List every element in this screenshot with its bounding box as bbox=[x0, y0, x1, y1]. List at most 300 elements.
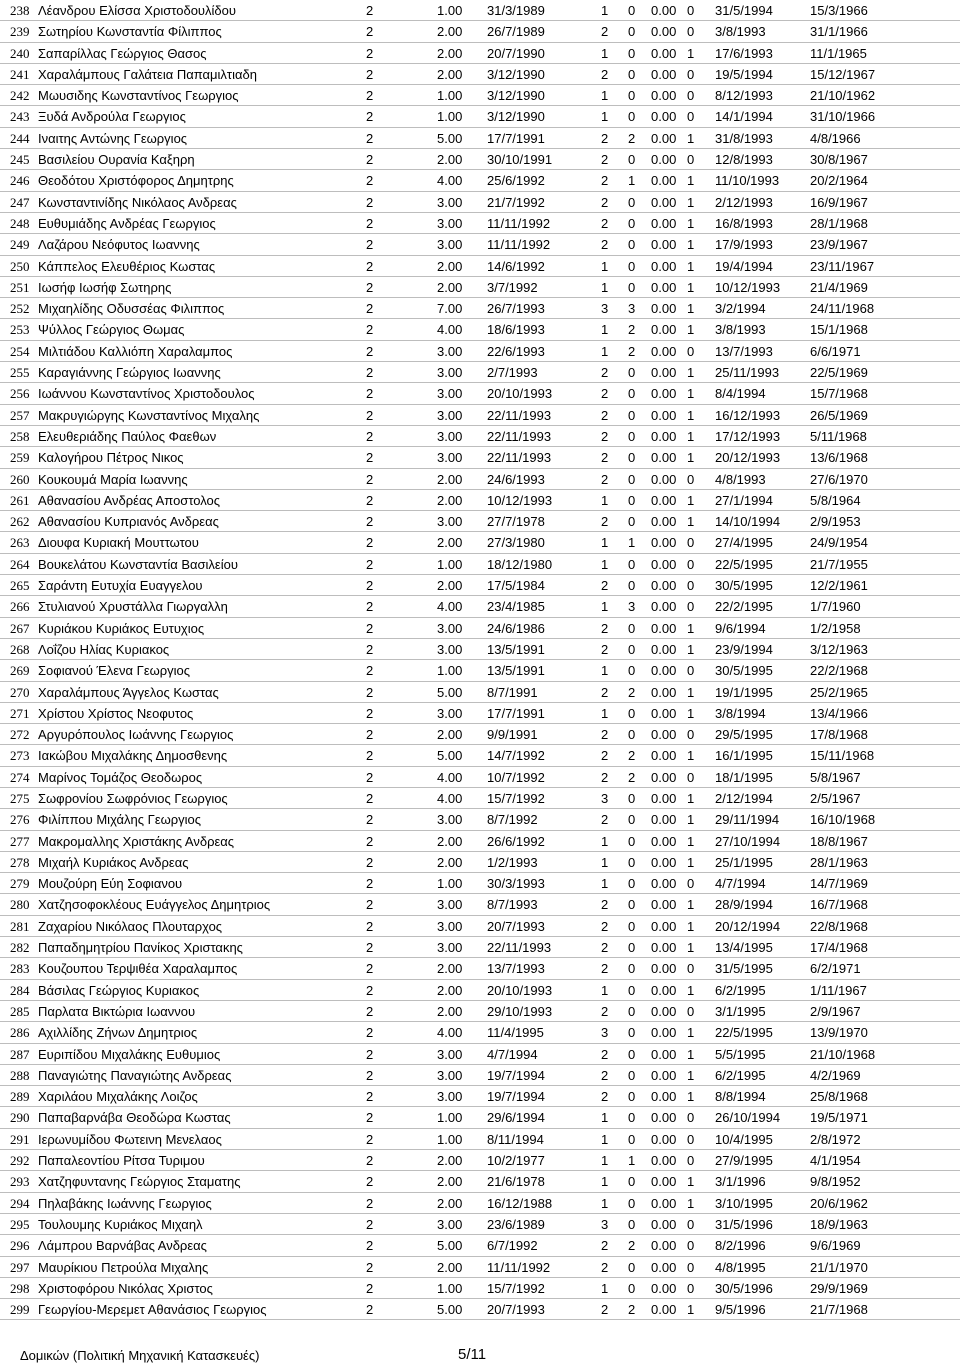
row-number: 269 bbox=[10, 663, 30, 679]
application-date: 4/7/1994 bbox=[715, 876, 766, 892]
full-name: Ιακώβου Μιχαλάκης Δημοσθενης bbox=[38, 748, 228, 764]
full-name: Χατζησοφοκλέους Ευάγγελος Δημητριος bbox=[38, 897, 271, 913]
flag: 0 bbox=[687, 1238, 695, 1254]
application-date: 29/5/1995 bbox=[715, 727, 773, 743]
birth-date: 23/9/1967 bbox=[810, 237, 868, 253]
flag: 1 bbox=[687, 1174, 695, 1190]
application-date: 8/12/1993 bbox=[715, 88, 773, 104]
application-date: 27/4/1995 bbox=[715, 535, 773, 551]
row-number: 245 bbox=[10, 152, 30, 168]
birth-date: 15/12/1967 bbox=[810, 66, 876, 82]
count-a: 2 bbox=[601, 748, 609, 764]
appointment-date: 14/7/1992 bbox=[487, 748, 545, 764]
flag: 0 bbox=[687, 578, 695, 594]
points: 2.00 bbox=[437, 535, 463, 551]
page-number: 5/11 bbox=[458, 1346, 487, 1363]
category: 2 bbox=[366, 918, 374, 934]
application-date: 22/5/1995 bbox=[715, 556, 773, 572]
appointment-date: 6/7/1992 bbox=[487, 1238, 538, 1254]
flag: 1 bbox=[687, 279, 695, 295]
count-b: 0 bbox=[628, 1259, 636, 1275]
table-row bbox=[0, 660, 960, 681]
birth-date: 17/4/1968 bbox=[810, 940, 868, 956]
count-b: 0 bbox=[628, 1174, 636, 1190]
count-b: 0 bbox=[628, 492, 636, 508]
flag: 1 bbox=[687, 322, 695, 338]
count-b: 0 bbox=[628, 109, 636, 125]
application-date: 13/7/1993 bbox=[715, 343, 773, 359]
count-a: 2 bbox=[601, 812, 609, 828]
application-date: 16/1/1995 bbox=[715, 748, 773, 764]
full-name: Ζαχαρίου Νικόλαος Πλουταρχος bbox=[38, 918, 223, 934]
count-a: 3 bbox=[601, 790, 609, 806]
count-a: 2 bbox=[601, 684, 609, 700]
points: 4.00 bbox=[437, 173, 463, 189]
points: 5.00 bbox=[437, 684, 463, 700]
application-date: 3/8/1993 bbox=[715, 24, 766, 40]
table-row bbox=[0, 43, 960, 64]
appointment-date: 20/7/1993 bbox=[487, 918, 545, 934]
flag: 0 bbox=[687, 88, 695, 104]
count-b: 0 bbox=[628, 428, 636, 444]
full-name: Χαριλάου Μιχαλάκης Λοιζος bbox=[38, 1089, 198, 1105]
flag: 1 bbox=[687, 173, 695, 189]
points: 2.00 bbox=[437, 24, 463, 40]
count-b: 3 bbox=[628, 599, 636, 615]
application-date: 19/5/1994 bbox=[715, 66, 773, 82]
points: 5.00 bbox=[437, 130, 463, 146]
birth-date: 4/1/1954 bbox=[810, 1153, 861, 1169]
flag: 1 bbox=[687, 45, 695, 61]
count-a: 1 bbox=[601, 322, 609, 338]
flag: 1 bbox=[687, 194, 695, 210]
application-date: 16/8/1993 bbox=[715, 215, 773, 231]
full-name: Καραγιάννης Γεώργιος Ιωαννης bbox=[38, 365, 221, 381]
category: 2 bbox=[366, 24, 374, 40]
category: 2 bbox=[366, 215, 374, 231]
row-number: 281 bbox=[10, 918, 30, 934]
category: 2 bbox=[366, 152, 374, 168]
count-b: 0 bbox=[628, 258, 636, 274]
table-row bbox=[0, 426, 960, 447]
appointment-date: 20/7/1990 bbox=[487, 45, 545, 61]
count-a: 2 bbox=[601, 1238, 609, 1254]
birth-date: 29/9/1969 bbox=[810, 1280, 868, 1296]
category: 2 bbox=[366, 279, 374, 295]
birth-date: 3/12/1963 bbox=[810, 641, 868, 657]
category: 2 bbox=[366, 535, 374, 551]
points: 2.00 bbox=[437, 1174, 463, 1190]
category: 2 bbox=[366, 705, 374, 721]
full-name: Ιερωνυμίδου Φωτεινη Μενελαος bbox=[38, 1131, 222, 1147]
category: 2 bbox=[366, 386, 374, 402]
count-a: 2 bbox=[601, 173, 609, 189]
appointment-date: 19/7/1994 bbox=[487, 1089, 545, 1105]
appointment-date: 25/6/1992 bbox=[487, 173, 545, 189]
birth-date: 28/1/1968 bbox=[810, 215, 868, 231]
birth-date: 4/8/1966 bbox=[810, 130, 861, 146]
category: 2 bbox=[366, 173, 374, 189]
extra-points: 0.00 bbox=[651, 258, 677, 274]
appointment-date: 23/6/1989 bbox=[487, 1216, 545, 1232]
points: 4.00 bbox=[437, 769, 463, 785]
points: 1.00 bbox=[437, 88, 463, 104]
application-date: 10/4/1995 bbox=[715, 1131, 773, 1147]
full-name: Σαπαρίλλας Γεώργιος Θασος bbox=[38, 45, 207, 61]
flag: 0 bbox=[687, 556, 695, 572]
birth-date: 16/7/1968 bbox=[810, 897, 868, 913]
count-a: 2 bbox=[601, 450, 609, 466]
row-number: 294 bbox=[10, 1195, 30, 1211]
category: 2 bbox=[366, 1089, 374, 1105]
application-date: 3/1/1996 bbox=[715, 1174, 766, 1190]
category: 2 bbox=[366, 428, 374, 444]
full-name: Μωυσιδης Κωνσταντίνος Γεωργιος bbox=[38, 88, 239, 104]
points: 2.00 bbox=[437, 492, 463, 508]
count-b: 0 bbox=[628, 812, 636, 828]
table-row bbox=[0, 405, 960, 426]
appointment-date: 3/7/1992 bbox=[487, 279, 538, 295]
table-row bbox=[0, 64, 960, 85]
points: 2.00 bbox=[437, 727, 463, 743]
category: 2 bbox=[366, 1153, 374, 1169]
count-b: 0 bbox=[628, 641, 636, 657]
table-row bbox=[0, 639, 960, 660]
row-number: 290 bbox=[10, 1110, 30, 1126]
flag: 1 bbox=[687, 1046, 695, 1062]
extra-points: 0.00 bbox=[651, 88, 677, 104]
extra-points: 0.00 bbox=[651, 237, 677, 253]
full-name: Παπαβαρνάβα Θεοδώρα Κωστας bbox=[38, 1110, 231, 1126]
full-name: Κωνσταντινίδης Νικόλαος Ανδρεας bbox=[38, 194, 237, 210]
table-row bbox=[0, 1235, 960, 1256]
application-date: 17/6/1993 bbox=[715, 45, 773, 61]
birth-date: 13/9/1970 bbox=[810, 1025, 868, 1041]
full-name: Μιχαηλίδης Οδυσσέας Φιλιππος bbox=[38, 301, 225, 317]
appointment-date: 17/7/1991 bbox=[487, 705, 545, 721]
birth-date: 18/8/1967 bbox=[810, 833, 868, 849]
table-row bbox=[0, 277, 960, 298]
extra-points: 0.00 bbox=[651, 1003, 677, 1019]
extra-points: 0.00 bbox=[651, 918, 677, 934]
count-b: 0 bbox=[628, 1110, 636, 1126]
count-a: 1 bbox=[601, 982, 609, 998]
count-a: 1 bbox=[601, 663, 609, 679]
flag: 1 bbox=[687, 940, 695, 956]
category: 2 bbox=[366, 365, 374, 381]
count-a: 2 bbox=[601, 428, 609, 444]
count-a: 3 bbox=[601, 1025, 609, 1041]
application-date: 25/1/1995 bbox=[715, 854, 773, 870]
full-name: Φιλίππου Μιχάλης Γεωργιος bbox=[38, 812, 202, 828]
extra-points: 0.00 bbox=[651, 365, 677, 381]
points: 2.00 bbox=[437, 982, 463, 998]
table-row bbox=[0, 1214, 960, 1235]
full-name: Ιναιτης Αντώνης Γεωργιος bbox=[38, 130, 188, 146]
full-name: Αργυρόπουλος Ιωάννης Γεωργιος bbox=[38, 727, 234, 743]
points: 3.00 bbox=[437, 365, 463, 381]
row-number: 298 bbox=[10, 1280, 30, 1296]
flag: 1 bbox=[687, 215, 695, 231]
extra-points: 0.00 bbox=[651, 833, 677, 849]
points: 3.00 bbox=[437, 514, 463, 530]
full-name: Λέανδρου Ελίσσα Χριστοδουλίδου bbox=[38, 3, 237, 18]
extra-points: 0.00 bbox=[651, 1025, 677, 1041]
application-date: 31/5/1994 bbox=[715, 3, 773, 18]
category: 2 bbox=[366, 641, 374, 657]
count-b: 0 bbox=[628, 578, 636, 594]
flag: 1 bbox=[687, 918, 695, 934]
flag: 1 bbox=[687, 748, 695, 764]
appointment-date: 26/7/1993 bbox=[487, 301, 545, 317]
table-row bbox=[0, 85, 960, 106]
full-name: Βουκελάτου Κωνσταντία Βασιλείου bbox=[38, 556, 238, 572]
row-number: 240 bbox=[10, 45, 30, 61]
appointment-date: 15/7/1992 bbox=[487, 790, 545, 806]
flag: 0 bbox=[687, 152, 695, 168]
count-a: 1 bbox=[601, 535, 609, 551]
full-name: Βάσιλας Γεώργιος Κυριακος bbox=[38, 982, 200, 998]
application-date: 30/5/1995 bbox=[715, 578, 773, 594]
row-number: 252 bbox=[10, 301, 30, 317]
birth-date: 28/1/1963 bbox=[810, 854, 868, 870]
birth-date: 21/4/1969 bbox=[810, 279, 868, 295]
count-b: 0 bbox=[628, 88, 636, 104]
row-number: 261 bbox=[10, 492, 30, 508]
table-row bbox=[0, 1150, 960, 1171]
flag: 0 bbox=[687, 66, 695, 82]
count-a: 1 bbox=[601, 833, 609, 849]
application-date: 25/11/1993 bbox=[715, 365, 780, 381]
birth-date: 2/9/1953 bbox=[810, 514, 861, 530]
birth-date: 20/6/1962 bbox=[810, 1195, 868, 1211]
count-a: 3 bbox=[601, 1216, 609, 1232]
full-name: Λαζάρου Νεόφυτος Ιωαννης bbox=[38, 237, 200, 253]
application-date: 20/12/1994 bbox=[715, 918, 781, 934]
birth-date: 19/5/1971 bbox=[810, 1110, 868, 1126]
application-date: 23/9/1994 bbox=[715, 641, 773, 657]
flag: 0 bbox=[687, 961, 695, 977]
flag: 1 bbox=[687, 790, 695, 806]
count-b: 0 bbox=[628, 1046, 636, 1062]
table-row bbox=[0, 234, 960, 255]
category: 2 bbox=[366, 322, 374, 338]
category: 2 bbox=[366, 1025, 374, 1041]
count-b: 2 bbox=[628, 343, 636, 359]
full-name: Ιωσήφ Ιωσήφ Σωτηρης bbox=[38, 279, 172, 295]
appointment-date: 2/7/1993 bbox=[487, 365, 538, 381]
table-row bbox=[0, 106, 960, 127]
flag: 1 bbox=[687, 514, 695, 530]
count-a: 2 bbox=[601, 1046, 609, 1062]
table-row bbox=[0, 1129, 960, 1150]
birth-date: 24/11/1968 bbox=[810, 301, 875, 317]
appointment-date: 27/7/1978 bbox=[487, 514, 545, 530]
appointment-date: 10/2/1977 bbox=[487, 1153, 545, 1169]
count-a: 2 bbox=[601, 1089, 609, 1105]
appointment-date: 13/7/1993 bbox=[487, 961, 545, 977]
table-row bbox=[0, 0, 960, 21]
table-row bbox=[0, 21, 960, 42]
table-row bbox=[0, 1044, 960, 1065]
category: 2 bbox=[366, 663, 374, 679]
row-number: 283 bbox=[10, 961, 30, 977]
birth-date: 21/10/1962 bbox=[810, 88, 876, 104]
appointment-date: 8/7/1992 bbox=[487, 812, 538, 828]
flag: 0 bbox=[687, 663, 695, 679]
count-b: 0 bbox=[628, 1067, 636, 1083]
application-date: 12/8/1993 bbox=[715, 152, 773, 168]
count-a: 2 bbox=[601, 578, 609, 594]
count-a: 1 bbox=[601, 1110, 609, 1126]
table-row bbox=[0, 958, 960, 979]
appointment-date: 3/12/1990 bbox=[487, 88, 545, 104]
row-number: 255 bbox=[10, 365, 30, 381]
flag: 1 bbox=[687, 641, 695, 657]
application-date: 6/2/1995 bbox=[715, 982, 766, 998]
full-name: Κουκουμά Μαρία Ιωαννης bbox=[38, 471, 188, 487]
points: 2.00 bbox=[437, 833, 463, 849]
count-a: 2 bbox=[601, 1003, 609, 1019]
application-date: 17/12/1993 bbox=[715, 428, 781, 444]
row-number: 267 bbox=[10, 620, 30, 636]
points: 2.00 bbox=[437, 578, 463, 594]
table-row bbox=[0, 894, 960, 915]
birth-date: 27/6/1970 bbox=[810, 471, 868, 487]
table-row bbox=[0, 1107, 960, 1128]
extra-points: 0.00 bbox=[651, 492, 677, 508]
category: 2 bbox=[366, 3, 374, 18]
count-b: 0 bbox=[628, 897, 636, 913]
count-b: 0 bbox=[628, 1216, 636, 1232]
appointment-date: 23/4/1985 bbox=[487, 599, 545, 615]
flag: 0 bbox=[687, 535, 695, 551]
application-date: 6/2/1995 bbox=[715, 1067, 766, 1083]
row-number: 271 bbox=[10, 705, 30, 721]
count-b: 2 bbox=[628, 769, 636, 785]
flag: 1 bbox=[687, 258, 695, 274]
extra-points: 0.00 bbox=[651, 578, 677, 594]
table-row bbox=[0, 937, 960, 958]
row-number: 264 bbox=[10, 556, 30, 572]
birth-date: 22/2/1968 bbox=[810, 663, 868, 679]
category: 2 bbox=[366, 1174, 374, 1190]
category: 2 bbox=[366, 1003, 374, 1019]
flag: 1 bbox=[687, 130, 695, 146]
extra-points: 0.00 bbox=[651, 1089, 677, 1105]
category: 2 bbox=[366, 407, 374, 423]
table-row bbox=[0, 788, 960, 809]
appointment-date: 3/12/1990 bbox=[487, 66, 545, 82]
full-name: Μιλτιάδου Καλλιόπη Χαραλαμπος bbox=[38, 343, 233, 359]
birth-date: 2/9/1967 bbox=[810, 1003, 861, 1019]
table-row bbox=[0, 682, 960, 703]
full-name: Αθανασίου Ανδρέας Αποστολος bbox=[38, 492, 221, 508]
extra-points: 0.00 bbox=[651, 854, 677, 870]
extra-points: 0.00 bbox=[651, 1195, 677, 1211]
points: 1.00 bbox=[437, 876, 463, 892]
count-a: 2 bbox=[601, 215, 609, 231]
full-name: Γεωργίου-Μερεμετ Αθανάσιος Γεωργιος bbox=[38, 1302, 267, 1318]
extra-points: 0.00 bbox=[651, 1216, 677, 1232]
count-a: 2 bbox=[601, 1067, 609, 1083]
full-name: Χριστοφόρου Νικόλας Χριστος bbox=[38, 1280, 213, 1296]
appointment-date: 27/3/1980 bbox=[487, 535, 545, 551]
row-number: 241 bbox=[10, 66, 30, 82]
flag: 1 bbox=[687, 1067, 695, 1083]
extra-points: 0.00 bbox=[651, 66, 677, 82]
appointment-date: 15/7/1992 bbox=[487, 1280, 545, 1296]
appointment-date: 4/7/1994 bbox=[487, 1046, 538, 1062]
points: 2.00 bbox=[437, 1195, 463, 1211]
birth-date: 1/11/1967 bbox=[810, 982, 867, 998]
row-number: 242 bbox=[10, 88, 30, 104]
count-a: 3 bbox=[601, 301, 609, 317]
count-b: 0 bbox=[628, 365, 636, 381]
application-date: 13/4/1995 bbox=[715, 940, 773, 956]
extra-points: 0.00 bbox=[651, 727, 677, 743]
points: 3.00 bbox=[437, 918, 463, 934]
appointment-date: 8/7/1993 bbox=[487, 897, 538, 913]
appointment-date: 13/5/1991 bbox=[487, 641, 545, 657]
points: 4.00 bbox=[437, 322, 463, 338]
appointment-date: 22/11/1993 bbox=[487, 450, 552, 466]
category: 2 bbox=[366, 833, 374, 849]
appointment-date: 11/11/1992 bbox=[487, 237, 551, 253]
count-b: 0 bbox=[628, 1089, 636, 1105]
extra-points: 0.00 bbox=[651, 1131, 677, 1147]
application-date: 27/9/1995 bbox=[715, 1153, 773, 1169]
row-number: 243 bbox=[10, 109, 30, 125]
category: 2 bbox=[366, 109, 374, 125]
count-a: 1 bbox=[601, 1195, 609, 1211]
points: 2.00 bbox=[437, 66, 463, 82]
count-b: 0 bbox=[628, 790, 636, 806]
points: 3.00 bbox=[437, 705, 463, 721]
full-name: Λάμπρου Βαρνάβας Ανδρεας bbox=[38, 1238, 207, 1254]
points: 2.00 bbox=[437, 45, 463, 61]
appointment-date: 13/5/1991 bbox=[487, 663, 545, 679]
full-name: Μιχαήλ Κυριάκος Ανδρεας bbox=[38, 854, 189, 870]
row-number: 239 bbox=[10, 24, 30, 40]
row-number: 247 bbox=[10, 194, 30, 210]
count-b: 0 bbox=[628, 194, 636, 210]
extra-points: 0.00 bbox=[651, 961, 677, 977]
application-date: 19/4/1994 bbox=[715, 258, 773, 274]
count-b: 0 bbox=[628, 407, 636, 423]
extra-points: 0.00 bbox=[651, 790, 677, 806]
extra-points: 0.00 bbox=[651, 769, 677, 785]
row-number: 296 bbox=[10, 1238, 30, 1254]
appointment-date: 22/11/1993 bbox=[487, 407, 552, 423]
category: 2 bbox=[366, 790, 374, 806]
category: 2 bbox=[366, 1302, 374, 1318]
table-row bbox=[0, 809, 960, 830]
points: 1.00 bbox=[437, 1280, 463, 1296]
full-name: Ψύλλος Γεώργιος Θωμας bbox=[38, 322, 185, 338]
birth-date: 2/5/1967 bbox=[810, 790, 861, 806]
appointment-date: 29/10/1993 bbox=[487, 1003, 553, 1019]
count-b: 2 bbox=[628, 130, 636, 146]
count-b: 0 bbox=[628, 1003, 636, 1019]
application-date: 11/10/1993 bbox=[715, 173, 780, 189]
appointment-date: 24/6/1986 bbox=[487, 620, 545, 636]
full-name: Βασιλείου Ουρανία Καξηρη bbox=[38, 152, 195, 168]
count-a: 2 bbox=[601, 24, 609, 40]
extra-points: 0.00 bbox=[651, 556, 677, 572]
application-date: 31/8/1993 bbox=[715, 130, 773, 146]
birth-date: 11/1/1965 bbox=[810, 45, 867, 61]
